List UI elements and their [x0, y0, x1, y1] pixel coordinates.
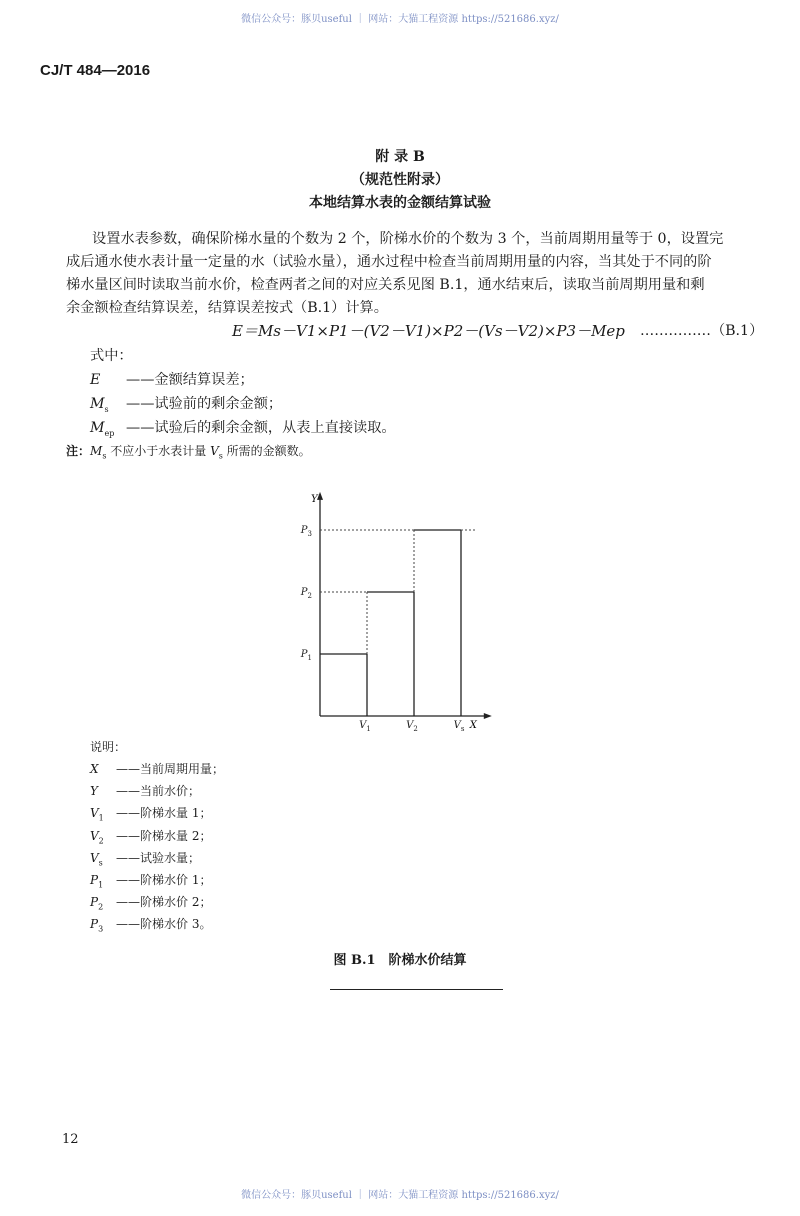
legend-item [90, 893, 211, 911]
legend-label: 说明： [90, 740, 127, 754]
legend-item [90, 827, 211, 845]
figure-caption: 图 B.1 阶梯水价结算 [333, 953, 467, 968]
description: ——当前周期用量； [116, 762, 225, 776]
description: ——阶梯水量 2； [116, 828, 212, 843]
y-tick-label: $P_2$ [300, 587, 312, 600]
appendix-title: 附 录 B [375, 149, 425, 165]
description: ——阶梯水量 1； [116, 806, 212, 821]
x-tick-label: $V_1$ [359, 720, 371, 733]
legend-item [90, 849, 200, 867]
end-rule [330, 989, 503, 990]
legend-item [90, 804, 211, 822]
where-label: 式中： [90, 348, 133, 364]
formula: E＝Ms－V1×P1－(V2－V1)×P2－(Vs－V2)×P3－Mep [232, 322, 625, 340]
symbol: Y [90, 784, 98, 799]
legend-item [90, 782, 200, 800]
paragraph-line: 成后通水使水表计量一定量的水（试验水量），通水过程中检查当前周期用量的内容，当其处于不同的阶 [66, 254, 712, 270]
watermark-header: 微信公众号：豚贝useful ｜ 网站：大猫工程资源 https://521686.xyz/ [241, 14, 559, 25]
symbol: $V_2$ [90, 828, 104, 845]
symbol: E [90, 372, 101, 388]
description: ——当前水价； [116, 784, 201, 799]
symbol: X [90, 762, 99, 776]
symbol: $V_s$ [90, 850, 103, 868]
x-axis-arrow-icon [484, 713, 492, 719]
paragraph-line: 梯水量区间时读取当前水价，检查两者之间的对应关系见图 B.1，通水结束后，读取当前周期用量和剩 [66, 277, 705, 293]
standard-number: CJ/T 484—2016 [40, 62, 151, 79]
legend-item [90, 760, 224, 778]
formula-number: ……………（B.1） [640, 323, 764, 339]
y-tick-label: $P_3$ [300, 525, 312, 538]
appendix-type: （规范性附录） [351, 172, 449, 188]
legend-item [90, 915, 211, 933]
x-axis-label: X [469, 720, 477, 731]
x-tick-label: $V_2$ [406, 720, 418, 733]
watermark-footer: 微信公众号：豚贝useful ｜ 网站：大猫工程资源 https://521686.xyz/ [241, 1190, 559, 1201]
symbol: $V_1$ [90, 806, 104, 823]
note: 注：$M_s$ 不应小于水表计量 $V_s$ 所需的金额数。 [66, 444, 311, 461]
symbol: $P_1$ [90, 873, 104, 890]
description: ——试验水量； [116, 850, 201, 865]
symbol: $P_2$ [90, 895, 104, 912]
symbol: $M_s$ [90, 396, 109, 414]
y-axis-arrow-icon [317, 492, 323, 500]
y-axis-label: Y [311, 493, 318, 505]
x-tick-label: $V_s$ [453, 720, 465, 733]
y-tick-label: $P_1$ [300, 649, 312, 662]
appendix-subtitle: 本地结算水表的金额结算试验 [309, 195, 491, 211]
description: ——阶梯水价 3。 [116, 917, 212, 932]
description: ——试验后的剩余金额，从表上直接读取。 [126, 420, 396, 436]
symbol: $M_{ep}$ [90, 420, 115, 438]
paragraph-line: 余金额检查结算误差，结算误差按式（B.1）计算。 [66, 300, 388, 316]
description: ——金额结算误差； [126, 372, 254, 388]
description: ——试验前的剩余金额； [126, 396, 283, 412]
symbol: $P_3$ [90, 917, 104, 934]
legend-item [90, 871, 211, 889]
description: ——阶梯水价 2； [116, 895, 212, 910]
description: ——阶梯水价 1； [116, 873, 212, 887]
page-number: 12 [62, 1132, 79, 1147]
paragraph-line: 设置水表参数，确保阶梯水量的个数为 2 个，阶梯水价的个数为 3 个，当前周期用量等于 0，设置完 [92, 231, 724, 247]
